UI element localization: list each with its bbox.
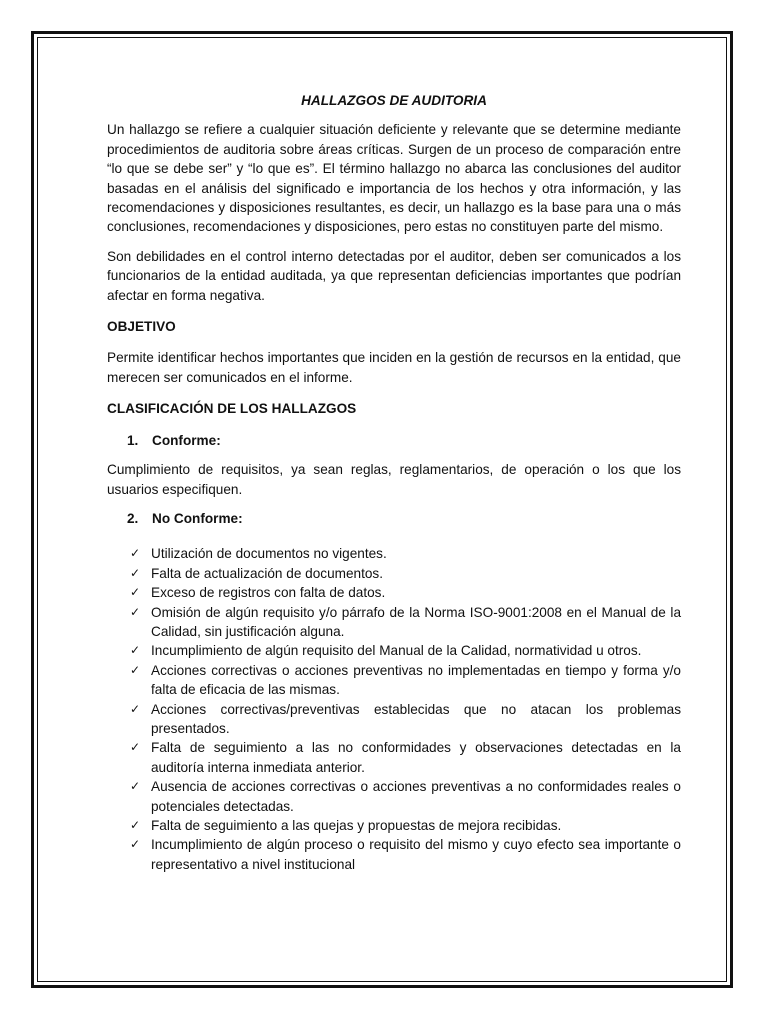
list-item: ✓ Falta de seguimiento a las quejas y propuestas de mejora recibidas. bbox=[107, 816, 681, 835]
list-item: ✓ Utilización de documentos no vigentes. bbox=[107, 544, 681, 563]
document-title: HALLAZGOS DE AUDITORIA bbox=[301, 93, 487, 108]
check-mark-icon: ✓ bbox=[130, 662, 141, 677]
list-item: ✓ Exceso de registros con falta de datos. bbox=[107, 583, 681, 602]
clasificacion-heading: CLASIFICACIÓN DE LOS HALLAZGOS bbox=[107, 401, 357, 417]
check-mark-icon: ✓ bbox=[130, 818, 141, 832]
list-item: ✓ Acciones correctivas/preventivas establecidas que no atacan los problemas presentados. bbox=[130, 701, 681, 736]
list-item: ✓ Incumplimiento de algún proceso o requisito del mismo y cuyo efecto sea importante o representativo a nivel institucional bbox=[130, 837, 681, 872]
check-mark-icon: ✓ bbox=[130, 837, 141, 852]
weakness-paragraph: Son debilidades en el control interno detectadas por el auditor, deben ser comunicados a los funcionarios de la entidad auditada, ya que representan deficiencias importantes que podrían afectar en forma negativa. bbox=[107, 248, 681, 303]
conforme-heading bbox=[127, 431, 681, 450]
check-mark-icon: ✓ bbox=[130, 546, 141, 561]
document-body bbox=[107, 91, 681, 874]
no-conforme-heading bbox=[127, 509, 681, 528]
intro-paragraph: Un hallazgo se refiere a cualquier situación deficiente y relevante que se determine mediante procedimientos de auditoria sobre áreas críticas. Surgen de un proceso de comparación entre “lo que se debe ser” y “lo que es”. El término hallazgo no abarca las conclusiones del auditor basadas en el análisis del significado e importancia de los hechos y otra información, y las recomendaciones y disposiciones resultantes, es decir, un hallazgo es la base para una o más conclusiones, recomendaciones y disposiciones, pero estas no constituyen parte del mismo. bbox=[107, 122, 681, 235]
list-item: ✓ Omisión de algún requisito y/o párrafo de la Norma ISO-9001:2008 en el Manual de la Calidad, sin justificación alguna. bbox=[130, 604, 681, 639]
objetivo-text: Permite identificar hechos importantes que inciden en la gestión de recursos en la entidad, que merecen ser comunicados en el informe. bbox=[107, 350, 681, 385]
conforme-label: Conforme: bbox=[152, 432, 221, 448]
check-mark-icon: ✓ bbox=[130, 585, 141, 600]
check-mark-icon: ✓ bbox=[130, 740, 141, 755]
conforme-number: 1. bbox=[127, 432, 139, 448]
check-mark-icon: ✓ bbox=[130, 779, 141, 794]
list-item: ✓ Falta de seguimiento a las no conformidades y observaciones detectadas en la auditoría interna inmediata anterior. bbox=[130, 740, 681, 775]
list-item: ✓ Incumplimiento de algún requisito del Manual de la Calidad, normatividad u otros. bbox=[107, 641, 681, 660]
objetivo-heading: OBJETIVO bbox=[107, 319, 176, 335]
list-item: ✓ Falta de actualización de documentos. bbox=[107, 564, 681, 583]
check-mark-icon: ✓ bbox=[130, 565, 141, 580]
no-conforme-list bbox=[107, 544, 681, 874]
check-mark-icon: ✓ bbox=[130, 604, 141, 619]
list-item: ✓ Ausencia de acciones correctivas o acciones preventivas a no conformidades reales o potenciales detectadas. bbox=[130, 779, 681, 814]
no-conforme-number: 2. bbox=[127, 510, 139, 526]
conforme-text: Cumplimiento de requisitos, ya sean reglas, reglamentarios, de operación o los que los usuarios especifiquen. bbox=[107, 462, 681, 497]
check-mark-icon: ✓ bbox=[130, 701, 141, 716]
list-item: ✓ Acciones correctivas o acciones preventivas no implementadas en tiempo y forma y/o falta de eficacia de las mismas. bbox=[130, 662, 681, 698]
no-conforme-label: No Conforme: bbox=[152, 510, 243, 526]
check-mark-icon: ✓ bbox=[130, 643, 141, 658]
